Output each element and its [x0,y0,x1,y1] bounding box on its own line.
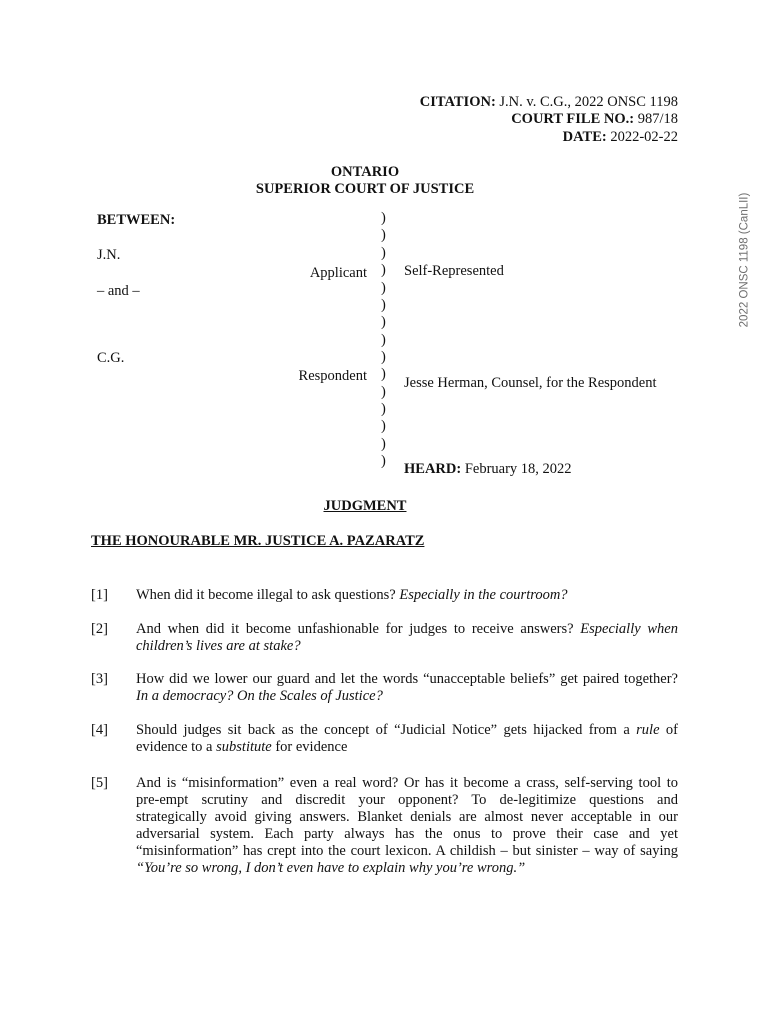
paragraph-line: strategically avoid giving answers. Blanket denials are almost never acceptable in our [136,809,678,825]
paragraph-4 [136,722,678,756]
court-file-value: 987/18 [637,111,678,127]
bracket: ) [381,262,386,278]
paragraph-line: “misinformation” has crept into the court lexicon. A childish – but sinister – way of saying [136,843,678,859]
bracket: ) [381,418,386,434]
paragraph-line: pre-empt scrutiny and discredit your opponent? To de-legitimize questions and [136,792,678,808]
paragraph-number: [5] [91,775,108,791]
paragraph-number: [1] [91,587,108,603]
between-label: BETWEEN: [97,212,176,228]
applicant-counsel: Self-Represented [404,263,504,279]
date-label: DATE: [562,129,607,145]
paragraph-line [136,860,678,877]
bracket: ) [381,384,386,400]
court-name-heading: SUPERIOR COURT OF JUSTICE [255,181,475,197]
paragraph-text: And when did it become unfashionable for judges to receive answers? [136,621,581,637]
court-file-label: COURT FILE NO.: [511,111,635,127]
paragraph-emphasis: In a democracy? On the Scales of Justice? [136,688,383,704]
respondent-counsel: Jesse Herman, Counsel, for the Respondent [404,375,657,391]
paragraph-line: adversarial system. Each party always has the onus to prove their case and yet [136,826,678,842]
paragraph-emphasis: “You’re so wrong, I don’t even have to explain why you’re wrong.” [136,860,526,876]
bracket: ) [381,280,386,296]
paragraph-line [136,722,678,739]
bracket: ) [381,210,386,226]
paragraph-3 [136,671,678,705]
paragraph-2 [136,621,678,655]
paragraph-line: And is “misinformation” even a real word? Or has it become a crass, self-serving tool to [136,775,678,791]
applicant-name: J.N. [97,247,121,263]
and-separator: – and – [97,283,140,299]
paragraph-emphasis: Especially in the courtroom? [399,587,568,603]
paragraph-number: [2] [91,621,108,637]
heard-value: February 18, 2022 [464,461,572,477]
bracket: ) [381,349,386,365]
jurisdiction-heading: ONTARIO [330,164,400,180]
paragraph-emphasis: children’s lives are at stake? [136,638,301,654]
court-file-line [511,111,678,128]
bracket: ) [381,332,386,348]
date-line [563,129,678,146]
paragraph-emphasis: substitute [216,739,272,755]
paragraph-line [136,587,678,604]
citation-value: J.N. v. C.G., 2022 ONSC 1198 [499,94,678,110]
respondent-role: Respondent [298,368,367,384]
paragraph-line: How did we lower our guard and let the words “unacceptable beliefs” get paired together? [136,671,678,687]
bracket: ) [381,297,386,313]
paragraph-emphasis: Especially when [580,621,678,637]
paragraph-number: [3] [91,671,108,687]
judgment-title: JUDGMENT [323,498,407,514]
paragraph-text: for evidence [271,739,348,755]
bracket: ) [381,227,386,243]
paragraph-5 [136,775,678,877]
paragraph-line [136,688,678,705]
paragraph-text: When did it become illegal to ask questions? [136,587,400,603]
paragraph-text: Should judges sit back as the concept of “Judicial Notice” gets hijacked from a [136,722,637,738]
paragraph-line [136,638,678,655]
paragraph-text: evidence to a [136,739,217,755]
bracket: ) [381,436,386,452]
citation-label: CITATION: [419,94,496,110]
paragraph-line [136,739,678,756]
bracket: ) [381,366,386,382]
paragraph-line [136,621,678,638]
heard-line [404,461,572,478]
judge-name: THE HONOURABLE MR. JUSTICE A. PAZARATZ [91,533,425,549]
bracket: ) [381,314,386,330]
paragraph-emphasis: rule [636,722,660,738]
citation-line [420,94,678,111]
bracket: ) [381,401,386,417]
bracket: ) [381,453,386,469]
date-value: 2022-02-22 [610,129,678,145]
paragraph-number: [4] [91,722,108,738]
paragraph-1 [136,587,678,604]
heard-label: HEARD: [404,461,462,477]
canlii-watermark: 2022 ONSC 1198 (CanLII) [738,192,751,328]
paragraph-text: of [659,722,678,738]
respondent-name: C.G. [97,350,125,366]
applicant-role: Applicant [309,265,367,281]
bracket: ) [381,245,386,261]
